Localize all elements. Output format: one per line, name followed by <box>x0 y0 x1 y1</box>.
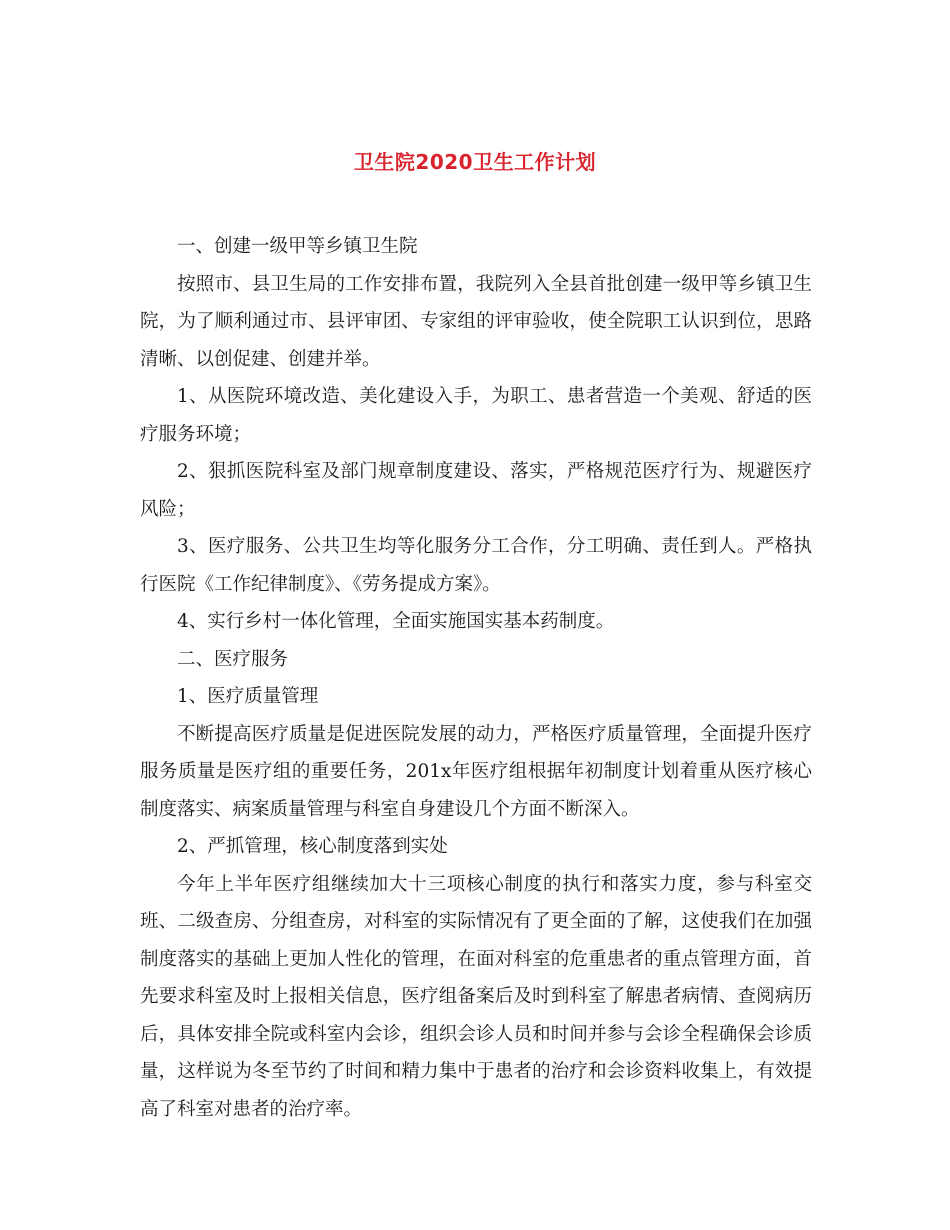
paragraph: 今年上半年医疗组继续加大十三项核心制度的执行和落实力度，参与科室交班、二级查房、分组查房，对科室的实际情况有了更全面的了解，这使我们在加强制度落实的基础上更加人性化的管理，在面对科室的危重患者的重点管理方面，首先要求科室及时上报相关信息，医疗组备案后及时到科室了解患者病情、查阅病历后，具体安排全院或科室内会诊，组织会诊人员和时间并参与会诊全程确保会诊质量，这样说为冬至节约了时间和精力集中于患者的治疗和会诊资料收集上，有效提高了科室对患者的治疗率。 <box>140 873 812 1120</box>
paragraph: 按照市、县卫生局的工作安排布置，我院列入全县首批创建一级甲等乡镇卫生院，为了顺利通过市、县评审团、专家组的评审验收，使全院职工认识到位，思路清晰、以创促建、创建并举。 <box>140 273 812 370</box>
list-item: 3、医疗服务、公共卫生均等化服务分工合作，分工明确、责任到人。严格执行医院《工作纪律制度》、《劳务提成方案》。 <box>140 536 812 595</box>
paragraph: 不断提高医疗质量是促进医院发展的动力，严格医疗质量管理，全面提升医疗服务质量是医疗组的重要任务，201x年医疗组根据年初制度计划着重从医疗核心制度落实、病案质量管理与科室自身建设几个方面不断深入。 <box>140 723 812 820</box>
section-heading: 二、医疗服务 <box>177 648 289 670</box>
section-heading: 一、创建一级甲等乡镇卫生院 <box>177 236 418 257</box>
list-item: 2、狠抓医院科室及部门规章制度建设、落实，严格规范医疗行为、规避医疗风险； <box>140 461 812 520</box>
list-item: 4、实行乡村一体化管理，全面实施国实基本药制度。 <box>177 611 615 632</box>
list-item: 1、从医院环境改造、美化建设入手，为职工、患者营造一个美观、舒适的医疗服务环境； <box>140 386 812 445</box>
document-title: 卫生院2020卫生工作计划 <box>353 150 597 174</box>
subsection-heading: 1、医疗质量管理 <box>177 686 319 707</box>
document-body <box>140 228 812 1128</box>
subsection-heading: 2、严抓管理，核心制度落到实处 <box>177 836 448 857</box>
